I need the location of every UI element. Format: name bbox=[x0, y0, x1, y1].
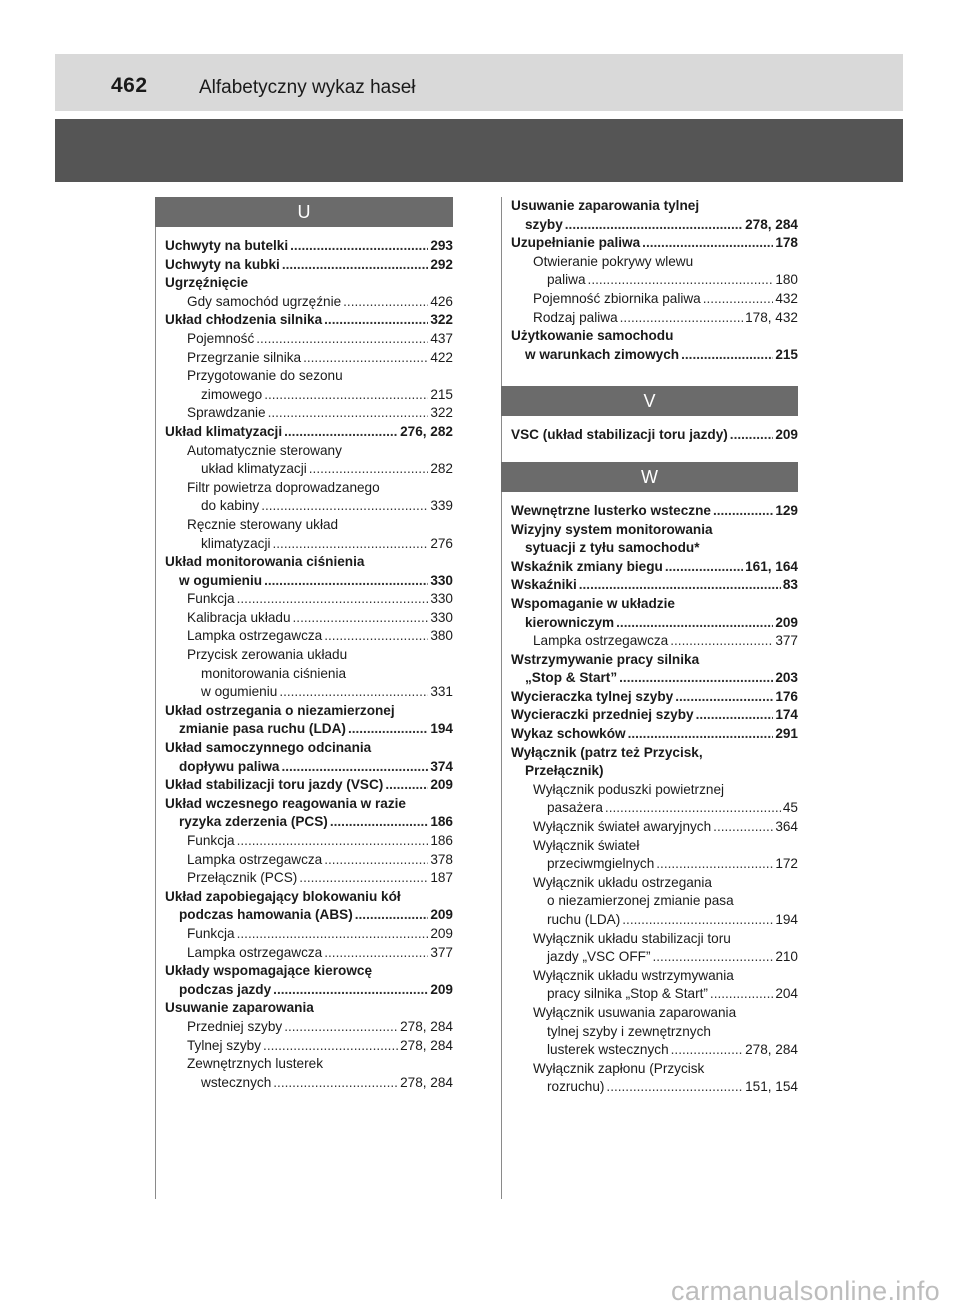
page-ref: 377 bbox=[430, 944, 453, 960]
entry-text: Wyłącznik zapłonu (Przycisk bbox=[533, 1060, 705, 1076]
index-entry bbox=[155, 590, 453, 609]
page-ref: 278, 284 bbox=[400, 1037, 453, 1053]
leader-dots bbox=[264, 386, 428, 405]
page-number: 462 bbox=[111, 74, 148, 97]
index-entry bbox=[501, 197, 798, 234]
page-ref: 194 bbox=[430, 721, 453, 737]
page-ref: 203 bbox=[775, 670, 798, 686]
leader-dots bbox=[293, 609, 429, 628]
index-entry bbox=[155, 888, 453, 925]
entry-text: monitorowania ciśnienia bbox=[201, 665, 347, 681]
entry-text: Wyłącznik (patrz też Przycisk, bbox=[511, 744, 703, 760]
page-ref: 209 bbox=[430, 981, 453, 997]
entry-text: Lampka ostrzegawcza bbox=[187, 628, 323, 644]
entry-text: Przegrzanie silnika bbox=[187, 349, 302, 365]
leader-dots bbox=[299, 869, 428, 888]
leader-dots bbox=[703, 290, 774, 309]
page-ref: 209 bbox=[430, 907, 453, 923]
leader-dots bbox=[343, 293, 428, 312]
entry-text: pracy silnika „Stop & Start” bbox=[547, 986, 708, 1002]
entry-text: jazdy „VSC OFF” bbox=[547, 949, 651, 965]
entry-text: klimatyzacji bbox=[201, 535, 271, 551]
index-entry bbox=[155, 795, 453, 832]
page-ref: 426 bbox=[430, 293, 453, 309]
leader-dots bbox=[273, 1074, 398, 1093]
entry-text: wstecznych bbox=[201, 1074, 272, 1090]
entry-text: ruchu (LDA) bbox=[547, 912, 621, 927]
leader-dots bbox=[713, 818, 773, 837]
page-ref: 330 bbox=[430, 572, 453, 588]
entry-text: zimowego bbox=[201, 386, 263, 402]
index-entry bbox=[155, 442, 453, 479]
leader-dots bbox=[730, 426, 774, 445]
index-entry bbox=[155, 832, 453, 851]
leader-dots bbox=[616, 614, 773, 633]
page-ref: 339 bbox=[430, 498, 453, 514]
entry-text: podczas jazdy bbox=[179, 981, 272, 997]
entry-text: Układ ostrzegania o niezamierzonej bbox=[165, 702, 395, 718]
page-ref: 432 bbox=[775, 290, 798, 306]
leader-dots bbox=[324, 944, 428, 963]
entry-text: Ręcznie sterowany układ bbox=[187, 516, 339, 532]
index-entry bbox=[155, 423, 453, 442]
page-ref: 215 bbox=[430, 386, 453, 402]
index-entry bbox=[501, 725, 798, 744]
page-ref: 331 bbox=[430, 684, 453, 700]
entry-text: sytuacji z tyłu samochodu* bbox=[525, 540, 700, 556]
page-ref: 187 bbox=[430, 870, 453, 886]
page-ref: 186 bbox=[430, 814, 453, 830]
entry-text: Układ klimatyzacji bbox=[165, 423, 283, 439]
entry-text: Filtr powietrza doprowadzanego bbox=[187, 479, 380, 495]
index-entry bbox=[501, 521, 798, 558]
index-entry bbox=[155, 609, 453, 628]
index-entry bbox=[501, 327, 798, 364]
index-column-right bbox=[501, 197, 798, 1097]
leader-dots bbox=[330, 813, 428, 832]
index-entry bbox=[155, 944, 453, 963]
page-ref: 180 bbox=[775, 272, 798, 288]
entry-text: Wyłącznik usuwania zaparowania bbox=[533, 1004, 737, 1020]
page-ref: 377 bbox=[775, 633, 798, 649]
header-bar bbox=[55, 54, 903, 111]
leader-dots bbox=[281, 758, 428, 777]
page-ref: 278, 284 bbox=[745, 1042, 798, 1058]
index-entry bbox=[501, 651, 798, 688]
page-ref: 186 bbox=[430, 833, 453, 848]
leader-dots bbox=[622, 911, 773, 930]
page-ref: 172 bbox=[775, 856, 798, 872]
page-ref: 45 bbox=[782, 800, 798, 816]
index-entry bbox=[155, 1018, 453, 1037]
index-entry bbox=[155, 274, 453, 293]
entry-text: przeciwmgielnych bbox=[547, 856, 655, 872]
entry-text: tylnej szyby i zewnętrznych bbox=[547, 1023, 711, 1039]
leader-dots bbox=[282, 256, 428, 275]
entry-text: Układ chłodzenia silnika bbox=[165, 312, 323, 328]
page-ref: 215 bbox=[775, 346, 798, 362]
page-ref: 174 bbox=[775, 707, 798, 723]
page-ref: 380 bbox=[430, 628, 453, 644]
index-entry bbox=[501, 309, 798, 328]
leader-dots bbox=[268, 404, 429, 423]
entry-text: Układ samoczynnego odcinania bbox=[165, 740, 372, 756]
leader-dots bbox=[309, 460, 429, 479]
leader-dots bbox=[619, 669, 773, 688]
section-letter-u: U bbox=[155, 197, 453, 227]
index-entry bbox=[155, 1055, 453, 1092]
page-ref: 374 bbox=[430, 758, 453, 774]
page-ref: 278, 284 bbox=[745, 216, 798, 232]
page-ref: 378 bbox=[430, 851, 453, 867]
entry-text: Użytkowanie samochodu bbox=[511, 328, 674, 344]
index-entry bbox=[155, 404, 453, 423]
entry-text: o niezamierzonej zmianie pasa bbox=[547, 893, 734, 909]
page-ref: 293 bbox=[430, 238, 453, 253]
index-entry bbox=[155, 925, 453, 944]
leader-dots bbox=[273, 981, 428, 1000]
leader-dots bbox=[237, 832, 429, 851]
entry-text: Lampka ostrzegawcza bbox=[533, 633, 669, 649]
entry-text: Wspomaganie w układzie bbox=[511, 595, 675, 611]
entry-text: Usuwanie zaparowania bbox=[165, 1000, 314, 1016]
index-entry bbox=[501, 781, 798, 818]
page-ref: 210 bbox=[775, 949, 798, 965]
index-entry bbox=[155, 237, 453, 256]
index-entry bbox=[155, 962, 453, 999]
leader-dots bbox=[261, 497, 428, 516]
page-ref: 282 bbox=[430, 461, 453, 477]
index-entry bbox=[501, 706, 798, 725]
leader-dots bbox=[670, 632, 773, 651]
entry-text: Wyłącznik układu stabilizacji toru bbox=[533, 930, 731, 946]
entry-text: zmianie pasa ruchu (LDA) bbox=[179, 721, 346, 737]
leader-dots bbox=[324, 311, 428, 330]
entry-list-w bbox=[501, 502, 798, 1097]
index-entry bbox=[501, 576, 798, 595]
index-entry bbox=[155, 851, 453, 870]
page-ref: 291 bbox=[775, 726, 798, 742]
entry-text: lusterek wstecznych bbox=[547, 1042, 669, 1058]
index-entry bbox=[155, 349, 453, 368]
entry-text: Wycieraczka tylnej szyby bbox=[511, 688, 674, 704]
leader-dots bbox=[565, 216, 743, 235]
entry-text: Uchwyty na butelki bbox=[165, 238, 289, 253]
entry-text: Wyłącznik układu wstrzymywania bbox=[533, 967, 734, 983]
entry-text: Układy wspomagające kierowcę bbox=[165, 963, 373, 979]
entry-text: Wyłącznik świateł bbox=[533, 837, 640, 853]
index-entry bbox=[155, 776, 453, 795]
entry-text: Usuwanie zaparowania tylnej bbox=[511, 198, 700, 213]
entry-text: Lampka ostrzegawcza bbox=[187, 851, 323, 867]
entry-text: Zewnętrznych lusterek bbox=[187, 1056, 323, 1072]
entry-text: Przygotowanie do sezonu bbox=[187, 368, 343, 384]
entry-text: Układ stabilizacji toru jazdy (VSC) bbox=[165, 777, 384, 793]
page-ref: 364 bbox=[775, 819, 798, 835]
page-title: Alfabetyczny wykaz haseł bbox=[199, 77, 416, 98]
entry-text: układ klimatyzacji bbox=[201, 461, 307, 477]
page-ref: 194 bbox=[775, 912, 798, 927]
entry-text: „Stop & Start” bbox=[525, 670, 618, 686]
leader-dots bbox=[605, 799, 781, 818]
index-entry bbox=[155, 516, 453, 553]
page-ref: 422 bbox=[430, 349, 453, 365]
leader-dots bbox=[348, 720, 428, 739]
page-ref: 129 bbox=[775, 502, 798, 518]
page-ref: 278, 284 bbox=[400, 1018, 453, 1034]
entry-text: Lampka ostrzegawcza bbox=[187, 944, 323, 960]
index-entry bbox=[155, 702, 453, 739]
entry-text: rozruchu) bbox=[547, 1079, 605, 1095]
index-entry bbox=[501, 426, 798, 445]
page-ref: 437 bbox=[430, 330, 453, 346]
entry-text: ryzyka zderzenia (PCS) bbox=[179, 814, 328, 830]
index-entry bbox=[501, 1004, 798, 1060]
index-entry bbox=[501, 234, 798, 253]
leader-dots bbox=[385, 776, 428, 795]
page-ref: 176 bbox=[775, 688, 798, 704]
entry-text: w warunkach zimowych bbox=[525, 346, 680, 362]
entry-list-u-left bbox=[155, 237, 453, 1092]
entry-text: szyby bbox=[525, 216, 563, 232]
entry-text: VSC (układ stabilizacji toru jazdy) bbox=[511, 427, 728, 443]
entry-text: Kalibracja układu bbox=[187, 609, 291, 625]
index-entry bbox=[155, 646, 453, 702]
page-ref: 178 bbox=[775, 235, 798, 251]
entry-text: Wewnętrzne lusterko wsteczne bbox=[511, 502, 711, 518]
page-ref: 209 bbox=[775, 614, 798, 630]
leader-dots bbox=[237, 590, 429, 609]
entry-text: paliwa bbox=[547, 272, 586, 288]
leader-dots bbox=[256, 330, 428, 349]
entry-text: Ugrzęźnięcie bbox=[165, 275, 249, 291]
leader-dots bbox=[713, 502, 773, 521]
entry-text: Wyłącznik świateł awaryjnych bbox=[533, 819, 712, 835]
leader-dots bbox=[656, 855, 773, 874]
page-ref: 204 bbox=[775, 986, 798, 1002]
entry-text: Wycieraczki przedniej szyby bbox=[511, 707, 694, 723]
index-entry bbox=[501, 1060, 798, 1097]
entry-text: Przełącznik (PCS) bbox=[187, 870, 298, 886]
page-ref: 322 bbox=[430, 312, 453, 328]
entry-text: Wyłącznik poduszki powietrznej bbox=[533, 781, 725, 797]
entry-text: Sprawdzanie bbox=[187, 405, 266, 421]
section-letter-v: V bbox=[501, 386, 798, 416]
index-entry bbox=[501, 688, 798, 707]
index-entry bbox=[501, 837, 798, 874]
page-ref: 178, 432 bbox=[745, 309, 798, 325]
entry-text: w ogumieniu bbox=[201, 684, 278, 700]
leader-dots bbox=[284, 423, 398, 442]
entry-text: Wskaźnik zmiany biegu bbox=[511, 558, 663, 574]
entry-text: Wskaźniki bbox=[511, 577, 577, 593]
page-ref: 276, 282 bbox=[400, 423, 453, 439]
leader-dots bbox=[710, 985, 773, 1004]
leader-dots bbox=[355, 906, 429, 925]
entry-text: Wyłącznik układu ostrzegania bbox=[533, 874, 712, 890]
leader-dots bbox=[588, 271, 774, 290]
entry-text: Rodzaj paliwa bbox=[533, 309, 618, 325]
index-entry bbox=[501, 744, 798, 781]
section-band bbox=[55, 119, 903, 182]
leader-dots bbox=[642, 234, 773, 253]
leader-dots bbox=[303, 349, 428, 368]
page-ref: 276 bbox=[430, 535, 453, 551]
index-entry bbox=[155, 1037, 453, 1056]
entry-list-v bbox=[501, 426, 798, 445]
leader-dots bbox=[671, 1041, 743, 1060]
entry-text: Uchwyty na kubki bbox=[165, 256, 280, 272]
leader-dots bbox=[665, 558, 743, 577]
entry-text: Układ monitorowania ciśnienia bbox=[165, 554, 365, 570]
entry-list-u-right bbox=[501, 197, 798, 364]
entry-text: pasażera bbox=[547, 800, 603, 816]
page-ref: 330 bbox=[430, 591, 453, 607]
page-ref: 209 bbox=[430, 777, 453, 793]
entry-text: kierowniczym bbox=[525, 614, 615, 630]
leader-dots bbox=[681, 346, 773, 365]
entry-text: Pojemność bbox=[187, 330, 255, 346]
entry-text: Pojemność zbiornika paliwa bbox=[533, 290, 701, 306]
page-ref: 322 bbox=[430, 405, 453, 421]
page-ref: 151, 154 bbox=[745, 1079, 798, 1095]
leader-dots bbox=[620, 309, 743, 328]
watermark: carmanualsonline.info bbox=[671, 1276, 940, 1306]
entry-text: Wykaz schowków bbox=[511, 726, 626, 742]
entry-text: Gdy samochód ugrzęźnie bbox=[187, 293, 342, 309]
index-entry bbox=[501, 967, 798, 1004]
index-entry bbox=[155, 869, 453, 888]
leader-dots bbox=[290, 237, 428, 256]
entry-text: w ogumieniu bbox=[179, 572, 263, 588]
entry-text: Automatycznie sterowany bbox=[187, 442, 342, 458]
page-ref: 278, 284 bbox=[400, 1074, 453, 1090]
entry-text: Przełącznik) bbox=[525, 763, 604, 779]
index-entry bbox=[155, 311, 453, 330]
index-entry bbox=[155, 739, 453, 776]
entry-text: Funkcja bbox=[187, 833, 235, 848]
section-letter-w: W bbox=[501, 462, 798, 492]
index-entry bbox=[155, 553, 453, 590]
entry-text: Przedniej szyby bbox=[187, 1018, 283, 1034]
index-entry bbox=[155, 367, 453, 404]
entry-text: Wizyjny system monitorowania bbox=[511, 521, 713, 537]
index-column-left bbox=[155, 197, 453, 1092]
index-entry bbox=[501, 930, 798, 967]
page-ref: 83 bbox=[782, 577, 798, 593]
index-entry bbox=[155, 256, 453, 275]
leader-dots bbox=[579, 576, 781, 595]
leader-dots bbox=[696, 706, 774, 725]
entry-text: Tylnej szyby bbox=[187, 1037, 262, 1053]
page-ref: 330 bbox=[430, 609, 453, 625]
leader-dots bbox=[273, 535, 429, 554]
entry-text: Układ wczesnego reagowania w razie bbox=[165, 795, 406, 811]
index-entry bbox=[501, 290, 798, 309]
entry-text: Uzupełnianie paliwa bbox=[511, 235, 641, 251]
leader-dots bbox=[606, 1078, 743, 1097]
entry-text: Układ zapobiegający blokowaniu kół bbox=[165, 888, 401, 904]
index-entry bbox=[155, 330, 453, 349]
index-entry bbox=[155, 627, 453, 646]
leader-dots bbox=[279, 683, 428, 702]
index-entry bbox=[501, 595, 798, 632]
leader-dots bbox=[237, 925, 429, 944]
index-entry bbox=[501, 253, 798, 290]
index-entry bbox=[155, 293, 453, 312]
leader-dots bbox=[675, 688, 773, 707]
page-ref: 292 bbox=[430, 256, 453, 272]
entry-text: Otwieranie pokrywy wlewu bbox=[533, 253, 694, 269]
page-ref: 161, 164 bbox=[745, 558, 798, 574]
leader-dots bbox=[264, 572, 428, 591]
page-ref: 209 bbox=[775, 427, 798, 443]
index-entry bbox=[155, 999, 453, 1018]
leader-dots bbox=[652, 948, 773, 967]
index-entry bbox=[501, 502, 798, 521]
leader-dots bbox=[628, 725, 774, 744]
leader-dots bbox=[263, 1037, 398, 1056]
entry-text: dopływu paliwa bbox=[179, 758, 280, 774]
entry-text: Funkcja bbox=[187, 925, 235, 941]
entry-text: Funkcja bbox=[187, 591, 235, 607]
index-entry bbox=[501, 632, 798, 651]
index-entry bbox=[155, 479, 453, 516]
page-ref: 209 bbox=[430, 925, 453, 941]
leader-dots bbox=[324, 627, 428, 646]
index-entry bbox=[501, 818, 798, 837]
index-entry bbox=[501, 874, 798, 930]
leader-dots bbox=[284, 1018, 398, 1037]
entry-text: Wstrzymywanie pracy silnika bbox=[511, 651, 700, 667]
leader-dots bbox=[324, 851, 428, 870]
index-entry bbox=[501, 558, 798, 577]
entry-text: podczas hamowania (ABS) bbox=[179, 907, 353, 923]
entry-text: Przycisk zerowania układu bbox=[187, 647, 348, 663]
entry-text: do kabiny bbox=[201, 498, 260, 514]
